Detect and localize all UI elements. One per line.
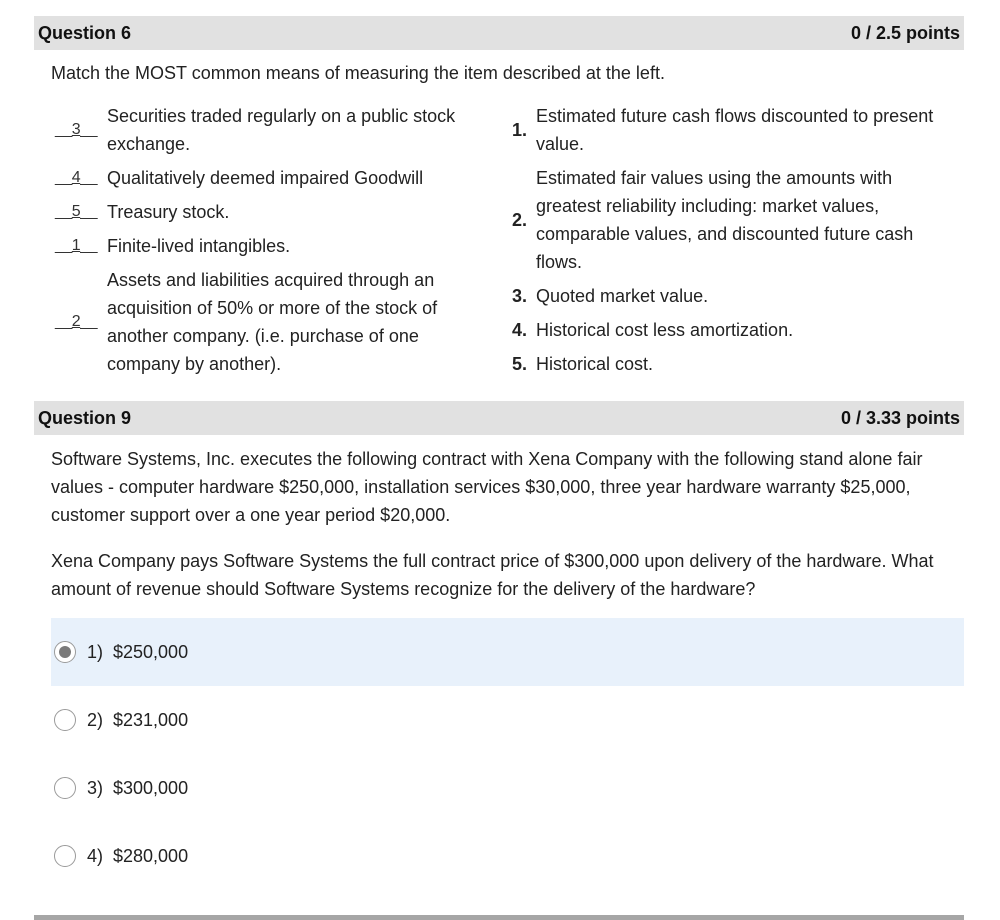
answer-option-3-label: 3) $300,000 <box>87 777 189 798</box>
match-choice-4-text: Historical cost less amortization. <box>536 320 794 340</box>
match-item-2 <box>55 164 495 192</box>
match-choice-2 <box>512 164 952 276</box>
match-choice-4 <box>512 316 952 344</box>
match-answer-5: __2__ <box>55 313 97 330</box>
match-item-4 <box>55 232 495 260</box>
match-choice-2-text: Estimated fair values using the amounts with greatest reliability including: market values, comparable values, and discounted future cash flows. <box>536 168 914 272</box>
match-choice-3-number: 3. <box>512 286 528 306</box>
match-answer-4: __1__ <box>55 237 97 254</box>
radio-button-icon[interactable] <box>54 845 76 867</box>
match-answer-2: __4__ <box>55 169 97 186</box>
match-item-5-text: Assets and liabilities acquired through an acquisition of 50% or more of the stock of another company. (i.e. purchase of one company by another). <box>107 270 438 374</box>
match-choice-3 <box>512 282 952 310</box>
matching-right-column <box>512 102 952 384</box>
answer-option-2-label: 2) $231,000 <box>87 709 189 730</box>
bottom-divider <box>34 915 964 920</box>
question-9-paragraph-1: Software Systems, Inc. executes the following contract with Xena Company with the following stand alone fair values - computer hardware $250,000, installation services $30,000, three year hardware warranty $25,000, customer support over a one year period $20,000. <box>51 449 923 525</box>
question-9-header <box>34 401 964 435</box>
radio-button-icon[interactable] <box>54 709 76 731</box>
answer-option-2[interactable] <box>51 686 964 754</box>
match-item-2-text: Qualitatively deemed impaired Goodwill <box>107 168 424 188</box>
match-choice-1-text: Estimated future cash flows discounted to present value. <box>536 106 934 154</box>
answer-option-4[interactable] <box>51 822 964 890</box>
match-item-1 <box>55 102 495 158</box>
question-6-title: Question 6 <box>38 22 132 43</box>
match-item-1-text: Securities traded regularly on a public stock exchange. <box>107 106 456 154</box>
match-choice-4-number: 4. <box>512 320 528 340</box>
answer-option-4-label: 4) $280,000 <box>87 845 189 866</box>
question-9-title: Question 9 <box>38 407 132 428</box>
radio-button-icon[interactable] <box>54 777 76 799</box>
match-choice-2-number: 2. <box>512 210 528 230</box>
answer-option-1-label: 1) $250,000 <box>87 641 189 662</box>
matching-left-column <box>55 102 495 384</box>
question-6-prompt: Match the MOST common means of measuring the item described at the left. <box>51 63 665 83</box>
match-item-3-text: Treasury stock. <box>107 202 230 222</box>
question-6-points: 0 / 2.5 points <box>850 22 960 43</box>
match-choice-5-number: 5. <box>512 354 528 374</box>
match-choice-3-text: Quoted market value. <box>536 286 709 306</box>
question-9-paragraph-2: Xena Company pays Software Systems the full contract price of $300,000 upon delivery of the hardware. What amount of revenue should Software Systems recognize for the delivery of the hardware? <box>51 551 934 599</box>
match-choice-1-number: 1. <box>512 120 528 140</box>
question-6-header <box>34 16 964 50</box>
match-choice-5 <box>512 350 952 378</box>
answer-option-3[interactable] <box>51 754 964 822</box>
question-9-points: 0 / 3.33 points <box>840 407 960 428</box>
match-item-3 <box>55 198 495 226</box>
match-choice-1 <box>512 102 952 158</box>
match-item-5 <box>55 266 495 378</box>
match-item-4-text: Finite-lived intangibles. <box>107 236 291 256</box>
match-answer-1: __3__ <box>55 121 97 138</box>
match-answer-3: __5__ <box>55 203 97 220</box>
match-choice-5-text: Historical cost. <box>536 354 654 374</box>
radio-button-checked-icon[interactable] <box>54 641 76 663</box>
answer-option-1[interactable] <box>51 618 964 686</box>
